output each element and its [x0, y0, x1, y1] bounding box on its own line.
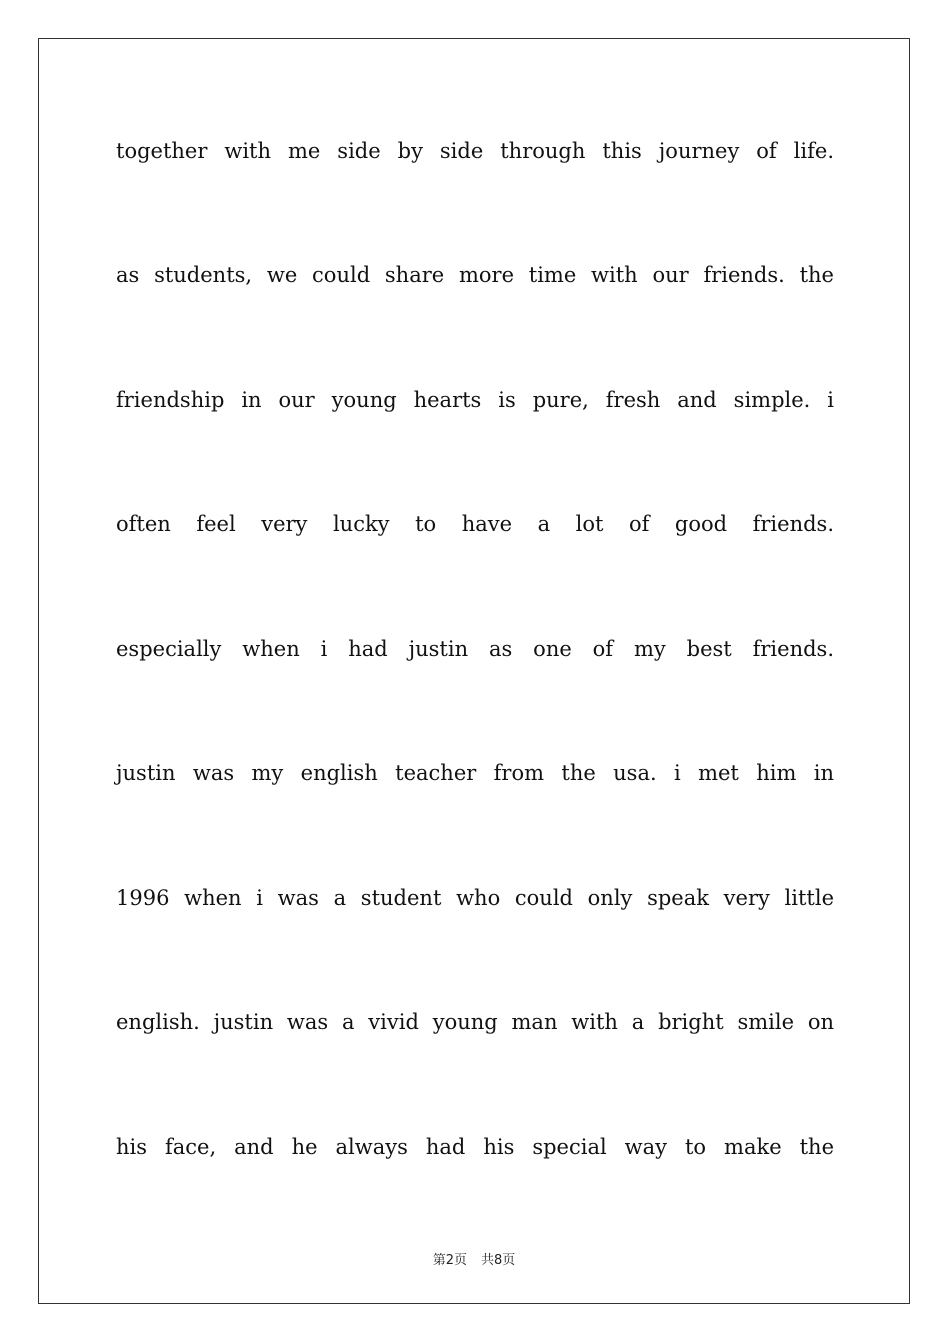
- text-line: english. justin was a vivid young man with a bright smile on: [116, 1010, 834, 1034]
- text-line: 1996 when i was a student who could only speak very little: [116, 886, 834, 910]
- page-total: 共8页: [481, 1253, 516, 1268]
- text-line: justin was my english teacher from the usa. i met him in: [116, 761, 834, 785]
- text-line: friendship in our young hearts is pure, fresh and simple. i: [116, 388, 834, 412]
- text-line: as students, we could share more time with our friends. the: [116, 263, 834, 287]
- text-line: his face, and he always had his special way to make the: [116, 1135, 834, 1159]
- page-frame: [38, 38, 910, 1304]
- text-line: together with me side by side through this journey of life.: [116, 139, 834, 163]
- page-footer: [39, 1249, 909, 1268]
- page-number: 第2页: [432, 1253, 467, 1268]
- text-line: often feel very lucky to have a lot of good friends.: [116, 512, 834, 536]
- text-line: especially when i had justin as one of my best friends.: [116, 637, 834, 661]
